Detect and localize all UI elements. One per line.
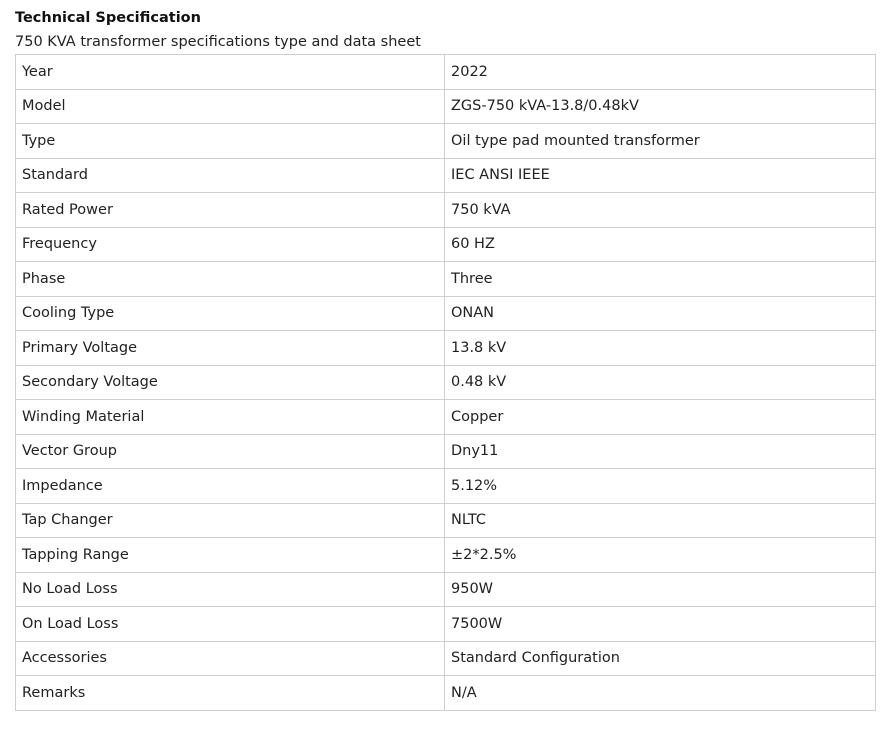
spec-value-cell: 750 kVA <box>445 193 876 228</box>
table-row <box>16 641 876 676</box>
spec-label-cell: Vector Group <box>16 434 445 469</box>
table-row <box>16 89 876 124</box>
spec-label-cell: Secondary Voltage <box>16 365 445 400</box>
section-heading: Technical Specification <box>15 10 201 26</box>
spec-label-cell: Tapping Range <box>16 538 445 573</box>
spec-value-cell: ONAN <box>445 296 876 331</box>
spec-value-cell: Oil type pad mounted transformer <box>445 124 876 159</box>
table-row <box>16 538 876 573</box>
spec-label-cell: No Load Loss <box>16 572 445 607</box>
table-row <box>16 607 876 642</box>
table-row <box>16 400 876 435</box>
spec-value-cell: Three <box>445 262 876 297</box>
table-row <box>16 331 876 366</box>
spec-label-cell: Accessories <box>16 641 445 676</box>
spec-label-cell: Model <box>16 89 445 124</box>
table-row <box>16 296 876 331</box>
spec-value-cell: NLTC <box>445 503 876 538</box>
spec-value-cell: 13.8 kV <box>445 331 876 366</box>
spec-label-cell: Phase <box>16 262 445 297</box>
spec-value-cell: 7500W <box>445 607 876 642</box>
spec-value-cell: 60 HZ <box>445 227 876 262</box>
table-row <box>16 193 876 228</box>
spec-value-cell: ZGS-750 kVA-13.8/0.48kV <box>445 89 876 124</box>
table-row <box>16 503 876 538</box>
spec-value-cell: 5.12% <box>445 469 876 504</box>
spec-value-cell: 2022 <box>445 55 876 90</box>
spec-label-cell: Frequency <box>16 227 445 262</box>
spec-value-cell: 950W <box>445 572 876 607</box>
spec-table-body <box>16 55 876 711</box>
spec-value-cell: Dny11 <box>445 434 876 469</box>
spec-value-cell: Standard Configuration <box>445 641 876 676</box>
spec-label-cell: On Load Loss <box>16 607 445 642</box>
table-row <box>16 365 876 400</box>
spec-label-cell: Type <box>16 124 445 159</box>
spec-label-cell: Standard <box>16 158 445 193</box>
table-row <box>16 124 876 159</box>
spec-table <box>15 54 876 711</box>
spec-label-cell: Primary Voltage <box>16 331 445 366</box>
table-row <box>16 227 876 262</box>
table-row <box>16 434 876 469</box>
spec-label-cell: Rated Power <box>16 193 445 228</box>
table-row <box>16 158 876 193</box>
spec-value-cell: IEC ANSI IEEE <box>445 158 876 193</box>
spec-value-cell: 0.48 kV <box>445 365 876 400</box>
table-row <box>16 676 876 711</box>
spec-label-cell: Remarks <box>16 676 445 711</box>
table-row <box>16 55 876 90</box>
spec-label-cell: Winding Material <box>16 400 445 435</box>
spec-value-cell: ±2*2.5% <box>445 538 876 573</box>
spec-label-cell: Impedance <box>16 469 445 504</box>
table-row <box>16 469 876 504</box>
spec-label-cell: Year <box>16 55 445 90</box>
spec-value-cell: N/A <box>445 676 876 711</box>
table-row <box>16 572 876 607</box>
spec-value-cell: Copper <box>445 400 876 435</box>
spec-label-cell: Tap Changer <box>16 503 445 538</box>
section-subheading: 750 KVA transformer specifications type and data sheet <box>15 34 421 50</box>
spec-label-cell: Cooling Type <box>16 296 445 331</box>
table-row <box>16 262 876 297</box>
